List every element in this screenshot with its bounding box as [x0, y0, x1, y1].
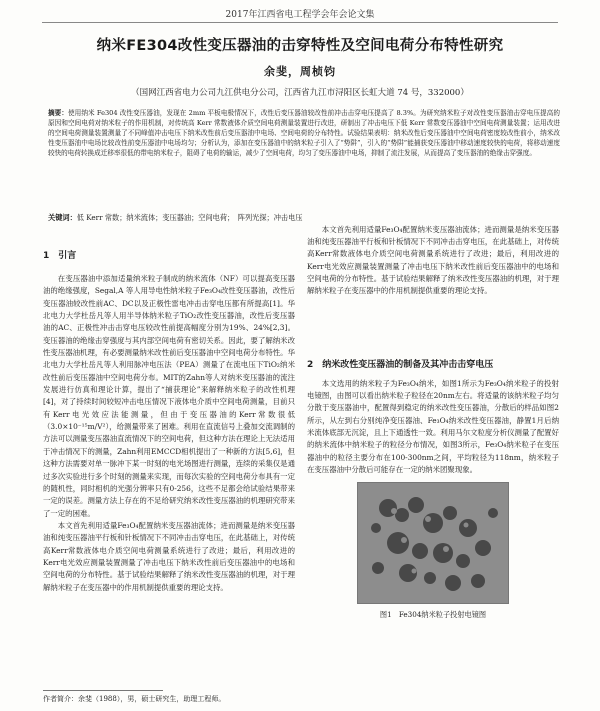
intro-paragraph-1: 在变压器油中添加适量纳米粒子制成的纳米流体（NF）可以提高变压器油的绝缘强度，Segal,A 等人用导电性纳米粒子Fe₃O₄改性变压器油，改性后变压器油较改性前AC、DC以及正极性雷电冲击击穿电压都有所提高[1]。华北电力大学杜岳凡等人用半导体纳米粒子TiO₂改性变压器油，改性后变压器油的AC、正极性冲击击穿电压较改性前提高幅度分别为19%、24%[2,3]。变压器油的绝缘击穿强度与其内部空间电荷有密切关系。因此，要了解纳米改性变压器油机理，有必要测量纳米改性前后变压器油中空间电荷分布特性。华北电力大学杜岳凡等人利用脉冲电压法（PEA）测量了在流电压下TiO₂纳米改性前后变压器油中空间电荷分布。MIT的Zahn等人对纳米变压器油的流注发展进行仿真和理论计算，提出了“捕获理论”来解释纳米粒子的改性机理[4]，对了持续时间较短冲击电压情况下液体电介质中空间电荷测量，目前只有Kerr电光效应法能测量，但由于变压器油的Kerr常数很低（3.0×10⁻¹⁵m/V²），给测量带来了困难。利用在直流信号上叠加交流调制的方法可以测量变压器油直流情况下的空间电荷，但这种方法在理论上无法适用于冲击情况下的测量，Zahn利用EMCCD相机提出了一种新的方法[5,6]，但这种方法需要对单一脉冲下某一时刻的电光场图进行测量，连续的采集仅是通过多次实验进行多个时刻的测量来实现，而每次实验的空间电荷分布具有一定的随机性，同时相机的光强分辨率只有0-256，这些不足都会给试验结果带来一定的误差。测量方法上存在的不足给研究纳米改性变压器油的机理研究带来了一定的困难。 [43, 274, 295, 518]
paper-authors: 余斐，周桢钧 [264, 65, 336, 78]
footnote-rule [43, 690, 163, 691]
intro-paragraph-2: 本文首先利用适量Fe₃O₄配置纳米变压器油流体；进而测量是纳米变压器油和纯变压器油平行板和针板情况下不同冲击击穿电压，在此基础上，对传统高Kerr常数液体电介质空间电荷测量系统进行了改进；最后，利用改进的Kerr电光效应测量装置测量了冲击电压下纳米改性前后变压器油中的电场和空间电荷的分布特性。基于试验结果解释了纳米改性变压器油的机理，对于理解纳米粒子在变压器中的作用机制提供重要的理论支持。 [43, 520, 295, 592]
running-head: 2017年江西省电工程学会年会论文集 [225, 10, 375, 20]
paper-affiliation: （国网江西省电力公司九江供电分公司，江西省九江市浔阳区长虹大道 74 号，332000） [131, 88, 469, 98]
abstract [48, 108, 560, 158]
intro-paragraph-2-continued: 本文首先利用适量Fe₃O₄配置纳米变压器油流体；进而测量是纳米变压器油和纯变压器油平行板和针板情况下不同冲击击穿电压，在此基础上，对传统高Kerr常数液体电介质空间电荷测量系统进行了改进；最后，利用改进的Kerr电光效应测量装置测量了冲击电压下纳米改性前后变压器油中的电场和空间电荷的分布特性。基于试验结果解释了纳米改性变压器油的机理，对于理解纳米粒子在变压器中的作用机制提供重要的理论支持。 [307, 224, 559, 296]
section2-paragraph: 本文选用的纳米粒子为Fe₃O₄纳米，如图1所示为Fe₃O₄纳米粒子的投射电镜图，由图可以看出纳米粒子粒径在20nm左右。将适量的该纳米粒子均匀分散于变压器油中，配置得到稳定的纳米改性变压器油，分散后的样品如图2所示，从左到右分别纯净变压器油、Fe₃O₄纳米改性变压器油，静置1月后纳米流体底部无沉淀，且上下通透性一致。利用马尔文粒度分析仪测量了配置好的纳米流体中纳米粒子的粒径分布情况，如图3所示，Fe₃O₄纳米粒子在变压器油中的粒径主要分布在100-300nm之间，平均粒径为118nm，纳米粒子在变压器油中分散后可能存在一定的纳米团聚现象。 [307, 378, 559, 475]
figure-1-tem-image [357, 482, 509, 604]
section-heading-preparation: 2 纳米改性变压器油的制备及其冲击击穿电压 [307, 359, 494, 370]
figure-1-caption: 图1 Fe304纳米粒子投射电镜图 [379, 610, 487, 620]
right-column [307, 224, 559, 622]
keywords-label: 关键词： [48, 213, 77, 222]
author-footnote: 作者简介：余斐（1988），男，硕士研究生，助理工程师。 [43, 695, 226, 703]
intro-paragraph-2-cont [307, 224, 559, 347]
left-column [43, 237, 295, 592]
paper-title: 纳米FE304改性变压器油的击穿特性及空间电荷分布特性研究 [96, 38, 504, 54]
section-heading-introduction: 1 引言 [43, 251, 77, 261]
intro-paragraph-2-start [43, 520, 295, 592]
abstract-text: 使用纳米 Fe304 改性变压器油，发现在 2mm 平板电极情况下，改性后变压器油较改性前冲击击穿电压提高了 8.3%。为研究纳米粒子对改性变压器油击穿电压提高的原因和空间电荷对纳米粒子的作用机制，对传统高 Kerr 常数液体介质空间电荷测量装置进行改进，研制出了冲击电压下低 Kerr 常数变压器油中空间电荷测量装置；运用改进的空间电荷测量装置测量了不同峰值冲击电压下纳米改性前后变压器油中电场、空间电荷的分布特性。试验结果表明：纳米改性后变压器油中空间电荷密度较改性前小，纳米改性变压器油中电场比较改性前变压器油中电场均匀；分析认为，添加在变压器油中的纳米粒子引入了“势阱”，引入的“势阱”能捕获变压器油中移动速度较快的电荷，将移动速度较快的电荷转换成迁移率很低的带电纳米粒子，阻碍了电荷的输运，减少了空间电荷，均匀了变压器油中电场，抑制了流注发展，从而提高了变压器油的绝缘击穿强度。 [48, 109, 560, 158]
header-rule [42, 22, 558, 23]
keywords-text: 低 Kerr 常数；纳米流体；变压器油；空间电荷； 阵列光探；冲击电压 [76, 213, 303, 222]
keywords [48, 213, 560, 223]
abstract-label: 摘要： [48, 109, 69, 117]
